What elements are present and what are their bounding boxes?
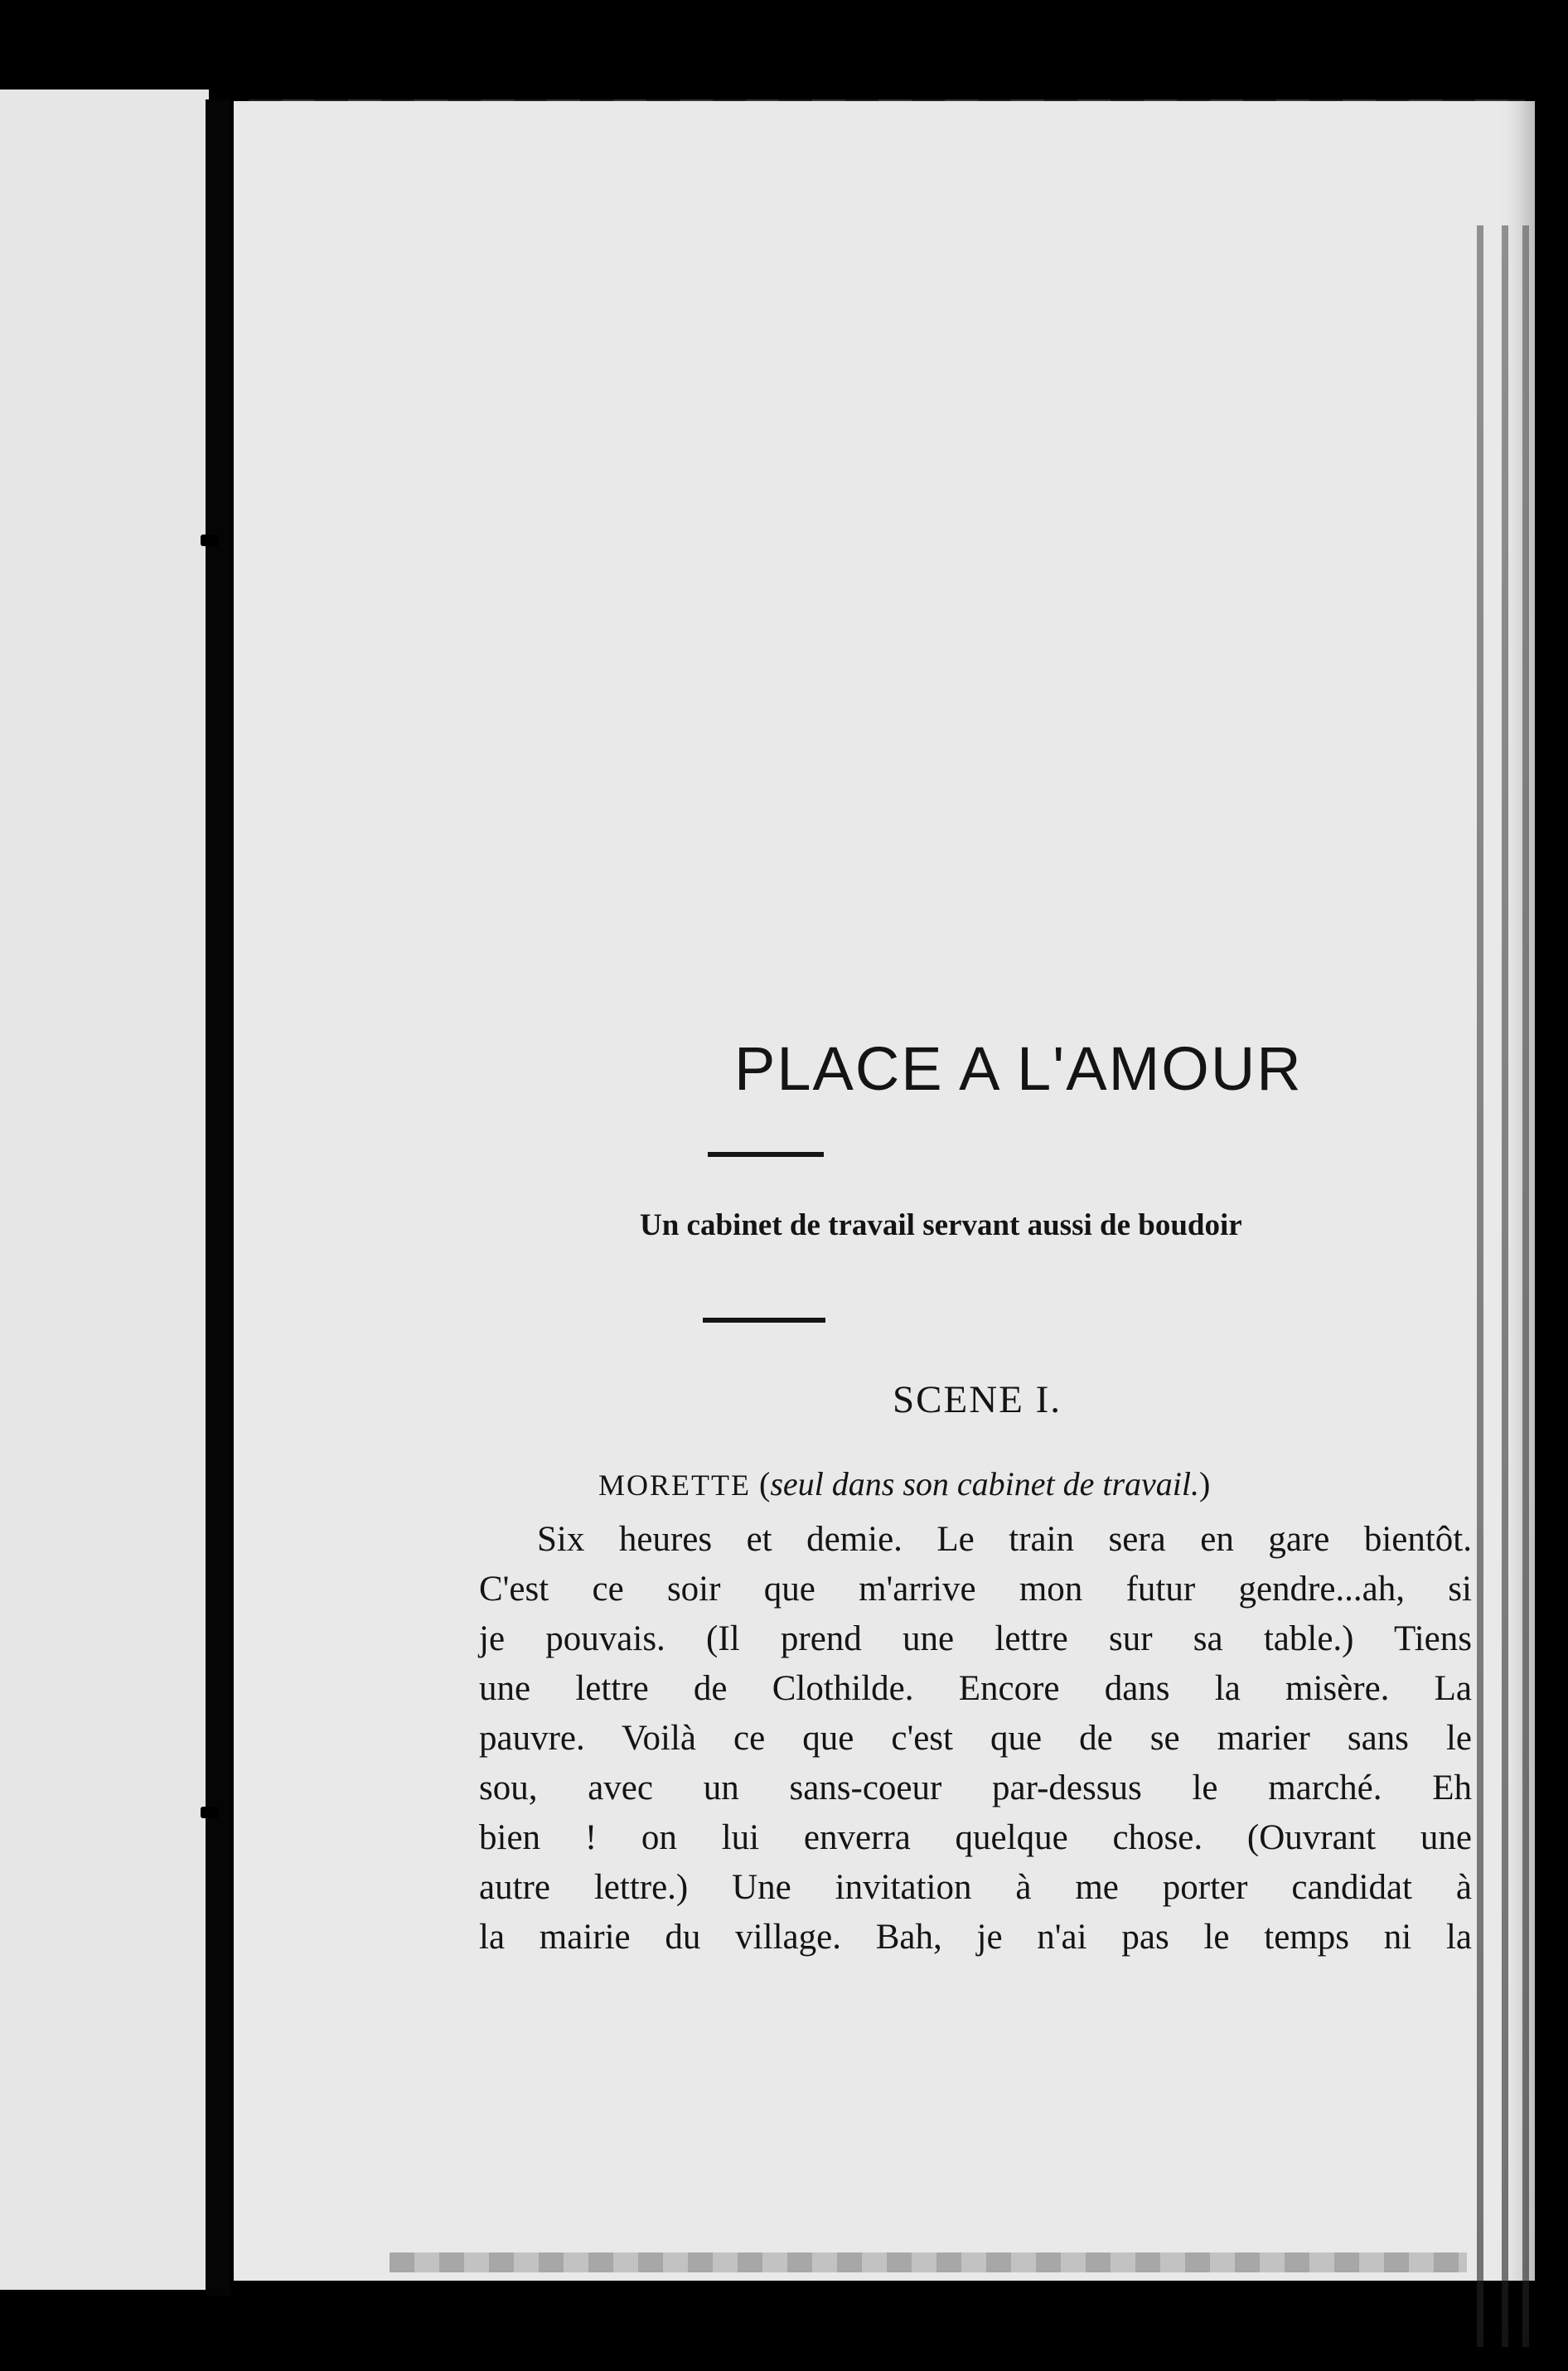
body-line: sou, avec un sans-coeur par-dessus le marché. Eh: [479, 1769, 1472, 1807]
close-paren: ): [1199, 1465, 1211, 1502]
open-paren: (: [750, 1465, 771, 1502]
setting-rule: [703, 1318, 825, 1323]
title-rule: [708, 1152, 824, 1157]
page-edge-shadow: [1477, 225, 1483, 2347]
book-spine: [206, 99, 230, 2296]
speaker-name: MORETTE: [598, 1469, 751, 1502]
facing-page-edge: [0, 90, 209, 2290]
body-line: bien ! on lui enverra quelque chose. (Ouvrant une: [479, 1818, 1472, 1857]
body-line: une lettre de Clothilde. Encore dans la misère. La: [479, 1669, 1472, 1708]
body-line: Six heures et demie. Le train sera en gare bientôt.: [537, 1520, 1472, 1559]
body-line: je pouvais. (Il prend une lettre sur sa table.) Tiens: [479, 1619, 1472, 1658]
scene-heading: SCENE I.: [893, 1378, 1062, 1421]
stage-direction-text: seul dans son cabinet de travail.: [770, 1465, 1200, 1502]
book-page: [234, 101, 1535, 2281]
setting-description: Un cabinet de travail servant aussi de boudoir: [640, 1208, 1242, 1242]
body-line: pauvre. Voilà ce que c'est que de se marier sans le: [479, 1719, 1472, 1758]
page-bottom-edge: [390, 2252, 1467, 2272]
body-line: C'est ce soir que m'arrive mon futur gendre...ah, si: [479, 1570, 1472, 1609]
page-edge-shadow: [1522, 225, 1529, 2347]
body-line: autre lettre.) Une invitation à me porter candidat à: [479, 1868, 1472, 1907]
body-line: la mairie du village. Bah, je n'ai pas le temps ni la: [479, 1918, 1472, 1957]
spine-notch: [201, 535, 219, 546]
spine-notch: [201, 1807, 219, 1818]
page-edge-shadow: [1502, 225, 1508, 2347]
stage-direction: [598, 1464, 1210, 1503]
play-title: PLACE A L'AMOUR: [734, 1034, 1303, 1103]
